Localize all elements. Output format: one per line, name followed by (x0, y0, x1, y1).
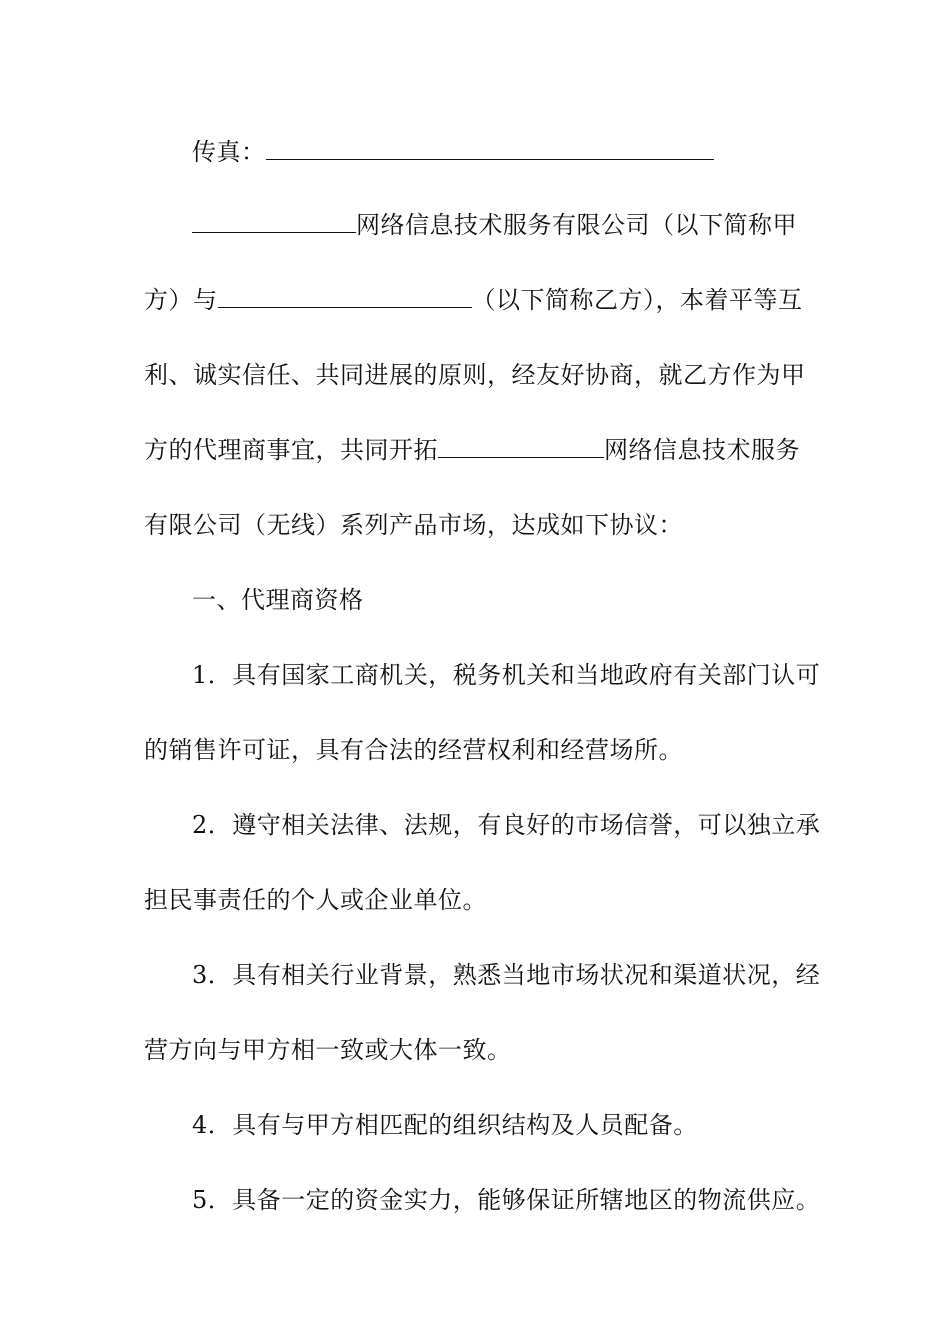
intro-line-5: 有限公司（无线）系列产品市场，达成如下协议： (144, 511, 683, 539)
item-line-6: 营方向与甲方相一致或大体一致。 (144, 1036, 512, 1064)
section-heading: 一、代理商资格 (192, 586, 364, 614)
item-line-8: 5．具备一定的资金实力，能够保证所辖地区的物流供应。 (192, 1186, 821, 1214)
item-line-1: 1．具有国家工商机关，税务机关和当地政府有关部门认可 (192, 661, 821, 689)
intro-text-2b: （以下简称乙方），本着平等互 (471, 286, 803, 314)
fax-label: 传真： (192, 138, 266, 166)
intro-line-1 (192, 205, 812, 245)
intro-line-2 (144, 280, 814, 320)
company-name-blank[interactable] (192, 206, 356, 233)
fax-line (192, 132, 812, 172)
item-line-7: 4．具有与甲方相匹配的组织结构及人员配备。 (192, 1111, 698, 1139)
item-line-2: 的销售许可证，具有合法的经营权利和经营场所。 (144, 736, 683, 764)
item-line-3: 2．遵守相关法律、法规，有良好的市场信誉，可以独立承 (192, 811, 821, 839)
intro-text-2a: 方）与 (144, 286, 218, 314)
intro-text-4a: 方的代理商事宜，共同开拓 (144, 436, 438, 464)
intro-line-3: 利、诚实信任、共同进展的原则，经友好协商，就乙方作为甲 (144, 361, 806, 389)
intro-text-4b: 网络信息技术服务 (604, 436, 800, 464)
intro-line-4 (144, 430, 814, 470)
fax-blank-field[interactable] (266, 133, 714, 160)
company-name-blank-2[interactable] (438, 431, 604, 458)
item-line-4: 担民事责任的个人或企业单位。 (144, 886, 487, 914)
intro-text-1: 网络信息技术服务有限公司（以下简称甲 (356, 211, 797, 239)
item-line-5: 3．具有相关行业背景，熟悉当地市场状况和渠道状况，经 (192, 961, 821, 989)
party-b-blank[interactable] (218, 281, 472, 308)
